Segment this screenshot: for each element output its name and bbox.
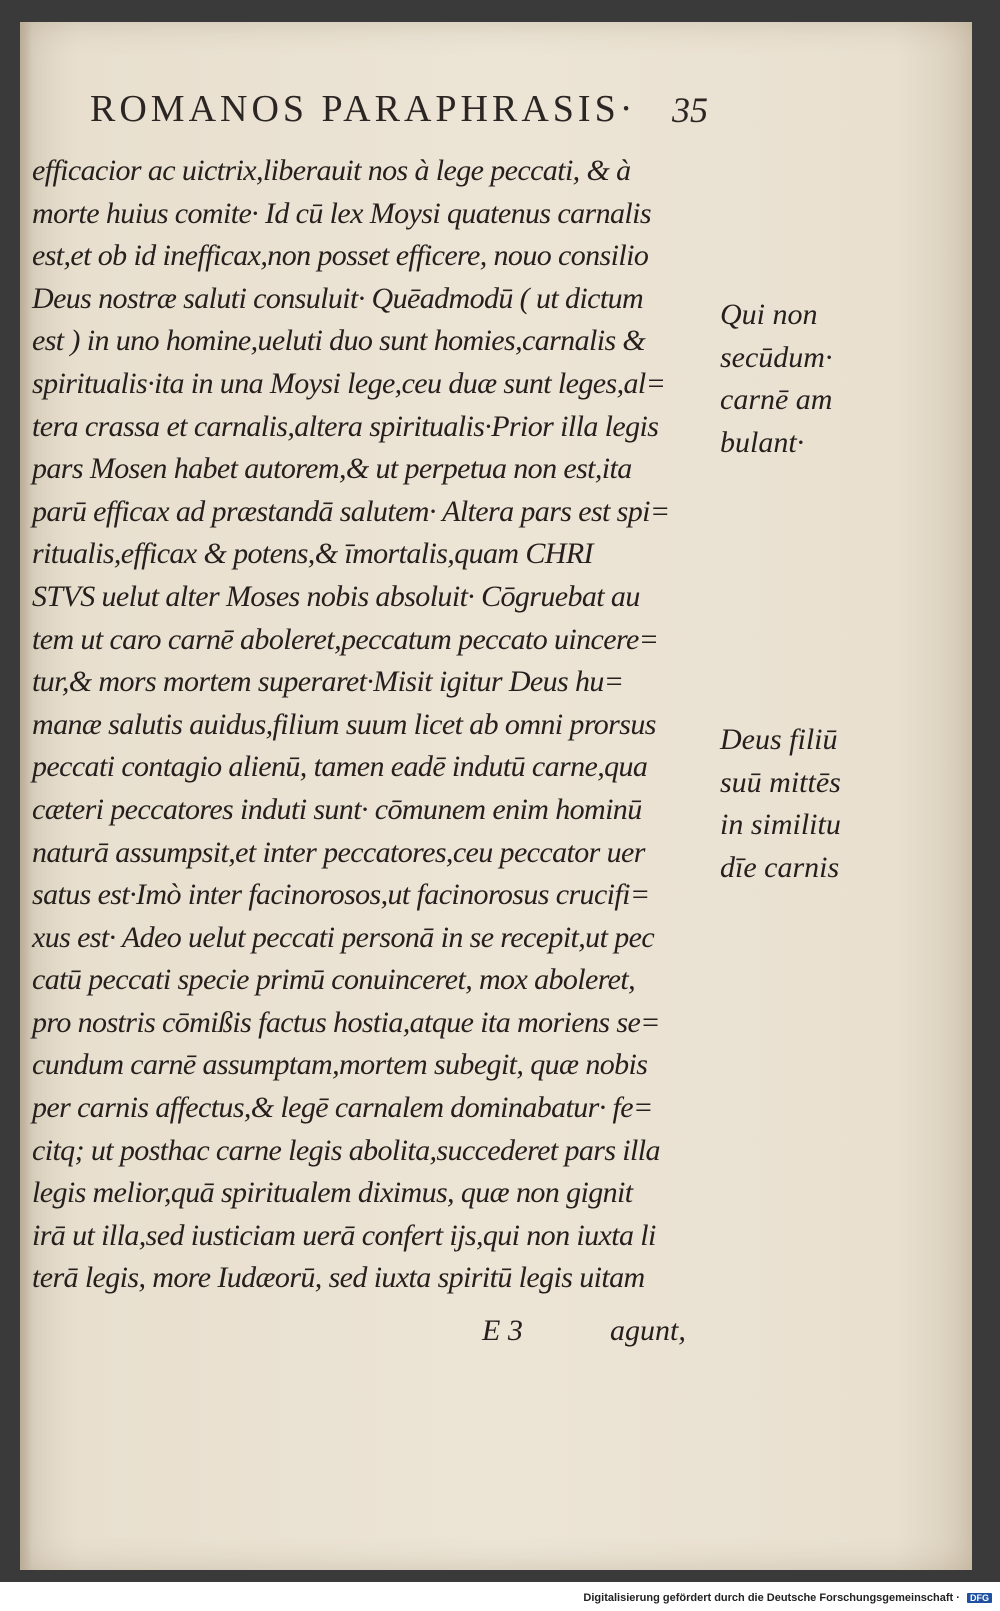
text-line: efficacior ac uictrix,liberauit nos à lege peccati, & à (32, 154, 631, 187)
text-line: tem ut caro carnē aboleret,peccatum peccato uincere= (32, 622, 659, 656)
running-head-title: ROMANOS PARAPHRASIS· (90, 88, 637, 130)
margin-note-line: Deus filiū (720, 723, 838, 756)
text-line: Deus nostræ saluti consuluit· Quēadmodū ( ut dictum (32, 281, 644, 315)
text-line: pro nostris cōmißis factus hostia,atque ita moriens se= (32, 1005, 660, 1039)
text-line: citq; ut posthac carne legis abolita,succederet pars illa (32, 1133, 660, 1167)
margin-note-line: carnē am (720, 383, 833, 416)
margin-note-line: suū mittēs (720, 765, 841, 799)
dfg-logo: DFG (967, 1593, 992, 1603)
text-line: pars Mosen habet autorem,& ut perpetua non est,ita (32, 452, 632, 486)
text-line: tur,& mors mortem superaret·Misit igitur Deus hu= (32, 665, 624, 699)
margin-note-qui-non (720, 294, 832, 464)
page-gutter-shadow (20, 22, 32, 1570)
text-line: ritualis,efficax & potens,& īmortalis,quam CHRI (32, 537, 593, 571)
margin-note-line: Qui non (720, 298, 818, 331)
book-page (20, 22, 972, 1570)
text-line: spiritualis·ita in una Moysi lege,ceu duæ sunt leges,al= (32, 366, 666, 400)
text-line: cundum carnē assumptam,mortem subegit, quæ nobis (32, 1048, 648, 1082)
text-line: catū peccati specie primū conuinceret, mox aboleret, (32, 963, 636, 997)
text-line: legis melior,quā spiritualem diximus, quæ non gignit (32, 1176, 633, 1210)
text-line: STVS uelut alter Moses nobis absoluit· Cōgruebat au (32, 579, 640, 613)
margin-note-line: dīe carnis (720, 850, 840, 884)
page-number: 35 (672, 90, 708, 130)
text-line: naturā assumpsit,et inter peccatores,ceu peccator uer (32, 835, 645, 869)
text-line: xus est· Adeo uelut peccati personā in se recepit,ut pec (32, 920, 655, 954)
text-line: irā ut illa,sed iusticiam uerā confert ijs,qui non iuxta li (32, 1218, 656, 1252)
margin-note-line: secūdum· (720, 340, 833, 374)
text-line: cæteri peccatores induti sunt· cōmunem enim hominū (32, 792, 642, 826)
signature-mark: E 3 (482, 1314, 523, 1347)
credit-text: Digitalisierung gefördert durch die Deutsche Forschungsgemeinschaft · (583, 1592, 960, 1604)
text-line: est,et ob id inefficax,non posset efficere, nouo consilio (32, 239, 649, 273)
text-line: morte huius comite· Id cū lex Moysi quatenus carnalis (32, 196, 651, 230)
running-head (90, 87, 730, 137)
text-line: satus est·Imò inter facinorosos,ut facinorosus crucifi= (32, 878, 650, 912)
body-text (32, 150, 732, 1300)
text-line: peccati contagio alienū, tamen eadē indutū carne,qua (32, 750, 648, 784)
margin-note-deus-filium (720, 719, 841, 889)
catchword: agunt, (610, 1314, 686, 1347)
text-line: est ) in uno homine,ueluti duo sunt homies,carnalis & (32, 324, 646, 358)
margin-note-line: bulant· (720, 425, 805, 459)
text-line: parū efficax ad præstandā salutem· Altera pars est spi= (32, 494, 670, 528)
margin-note-line: in similitu (720, 808, 841, 841)
text-line: terā legis, more Iudæorū, sed iuxta spiritū legis uitam (32, 1261, 645, 1295)
digitization-credit (583, 1592, 992, 1604)
text-line: per carnis affectus,& legē carnalem dominabatur· fe= (32, 1091, 653, 1125)
text-line: tera crassa et carnalis,altera spiritualis·Prior illa legis (32, 409, 659, 443)
text-line: manæ salutis auidus,filium suum licet ab omni prorsus (32, 707, 656, 741)
